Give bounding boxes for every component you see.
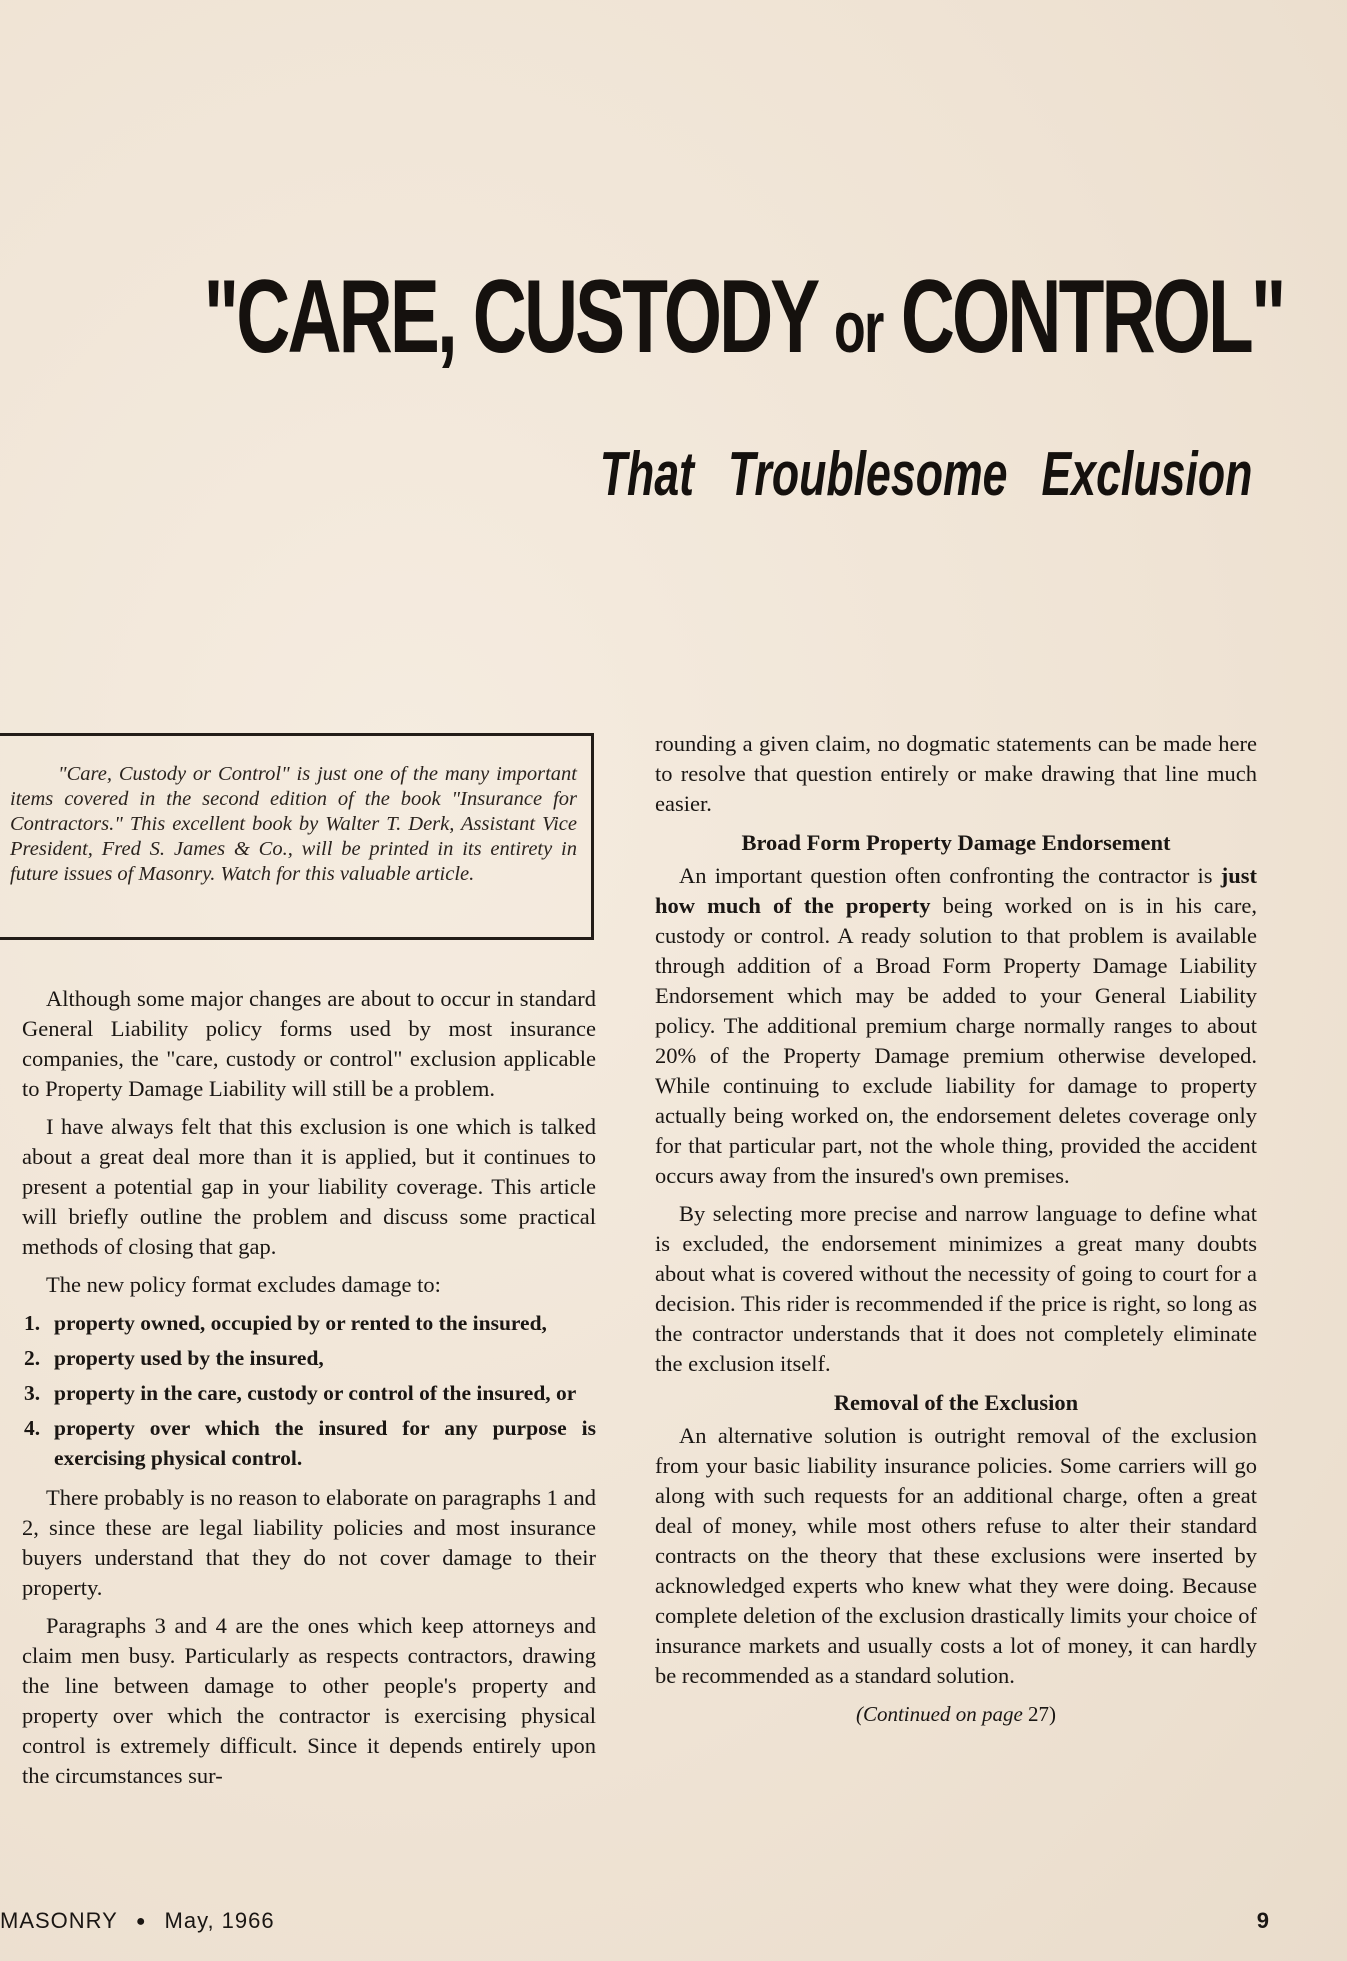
title-part-1: "CARE, CUSTODY <box>203 259 834 375</box>
title-or: or <box>833 288 883 368</box>
list-item <box>22 1343 596 1373</box>
right-paragraph-continued: rounding a given claim, no dogmatic statements can be made here to resolve that question entirely or make drawing that line much easier. <box>655 731 1257 816</box>
left-paragraph-2: I have always felt that this exclusion is one which is talked about a great deal more than it is applied, but it continues to present a potential gap in your liability coverage. This article will briefly outline the problem and discuss some practical methods of closing that gap. <box>22 1114 596 1259</box>
list-item <box>22 1413 596 1473</box>
issue-date: May, 1966 <box>164 1908 275 1933</box>
left-paragraph-5: Paragraphs 3 and 4 are the ones which keep attorneys and claim men busy. Particularly as respects contractors, drawing the line between damage to other people's property and property over which the contractor is exercising physical control is extremely difficult. Since it depends entirely upon the circumstances sur- <box>22 1613 596 1788</box>
list-item <box>22 1308 596 1338</box>
emphasis-text: just how much of the property <box>655 863 1257 918</box>
page-number: 9 <box>1256 1908 1269 1933</box>
left-paragraph-1: Although some major changes are about to occur in standard General Liability policy forms used by most insurance companies, the "care, custody or control" exclusion applicable to Property Damage Liability will still be a problem. <box>22 986 596 1101</box>
left-paragraph-3: The new policy format excludes damage to: <box>46 1272 441 1297</box>
editor-note-text: "Care, Custody or Control" is just one of the many important items covered in the second edition of the book "Insurance for Contractors." This excellent book by Walter T. Derk, Assistant Vice President, Fred S. James & Co., will be printed in its entirety in future issues of Masonry. Watch for this valuable article. <box>10 763 577 885</box>
footer-publication <box>0 1908 275 1934</box>
paragraph-text: being worked on is in his care, custody or control. A ready solution to that problem is available through addition of a Broad Form Property Damage Liability Endorsement which may be added to your General Liability policy. The additional premium charge normally ranges to about 20% of the Property Damage premium otherwise developed. While continuing to exclude liability for damage to property actually being worked on, the endorsement deletes coverage only for that particular part, not the whole thing, provided the accident occurs away from the insured's own premises. <box>655 893 1257 1188</box>
right-column <box>655 729 1257 1729</box>
left-column <box>22 984 596 1799</box>
title-part-2: CONTROL" <box>882 259 1284 375</box>
list-number: 3. <box>24 1381 41 1405</box>
list-text: property used by the insured, <box>54 1346 324 1370</box>
list-item <box>22 1378 596 1408</box>
list-number: 4. <box>24 1416 41 1440</box>
section-heading-removal: Removal of the Exclusion <box>833 1390 1079 1415</box>
editor-note-box <box>0 733 594 940</box>
list-text: property in the care, custody or control of the insured, or <box>54 1381 577 1405</box>
list-number: 1. <box>24 1311 41 1335</box>
bullet-separator: ● <box>135 1913 147 1930</box>
right-paragraph-1 <box>655 861 1257 1191</box>
continued-text: (Continued on page <box>855 1702 1023 1726</box>
exclusion-list <box>22 1308 596 1473</box>
paragraph-text: An important question often confronting the contractor is <box>679 863 1221 888</box>
magazine-name: MASONRY <box>0 1908 118 1933</box>
list-text: property owned, occupied by or rented to the insured, <box>54 1311 547 1335</box>
article-title <box>203 259 1284 375</box>
continued-note <box>655 1699 1257 1729</box>
list-text: property over which the insured for any purpose is exercising physical control. <box>54 1416 596 1470</box>
left-paragraph-4: There probably is no reason to elaborate on paragraphs 1 and 2, since these are legal liability policies and most insurance buyers understand that they do not cover damage to their property. <box>22 1485 596 1600</box>
article-subtitle: That Troublesome Exclusion <box>599 440 1252 509</box>
continued-page: 27) <box>1028 1702 1057 1726</box>
right-paragraph-3: An alternative solution is outright removal of the exclusion from your basic liability insurance policies. Some carriers will go along with such requests for an additional charge, often a great deal of money, while most others refuse to alter their standard contracts on the theory that these exclusions were inserted by acknowledged experts who knew what they were doing. Because complete deletion of the exclusion drastically limits your choice of insurance markets and usually costs a lot of money, it can hardly be recommended as a standard solution. <box>655 1423 1257 1688</box>
list-number: 2. <box>24 1346 41 1370</box>
right-paragraph-2: By selecting more precise and narrow language to define what is excluded, the endorsement minimizes a great many doubts about what is covered without the necessity of going to court for a decision. This rider is recommended if the price is right, so long as the contractor understands that it does not completely eliminate the exclusion itself. <box>655 1201 1257 1376</box>
section-heading-broad-form: Broad Form Property Damage Endorsement <box>741 830 1171 855</box>
